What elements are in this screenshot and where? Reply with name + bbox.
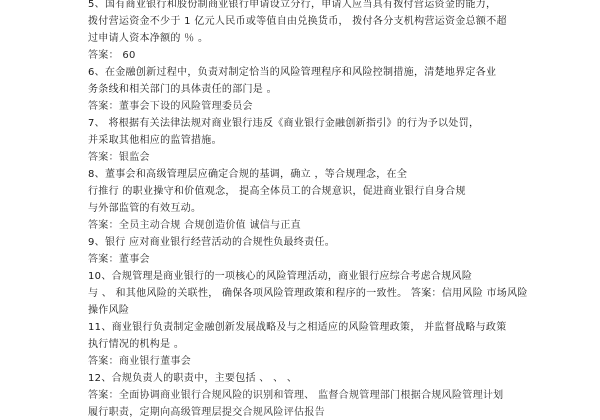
answer-12-line-1: 答案：全面协调商业银行合规风险的识别和管理、 监督合规管理部门根据合规风险管理计划 xyxy=(88,390,504,401)
question-10-line-1: 10、合规管理是商业银行的一项核心的风险管理活动，商业银行应综合考虑合规风险 xyxy=(88,271,473,282)
question-11-line-1: 11、商业银行负责制定金融创新发展战略及与之相适应的风险管理政策， 并监督战略与政策 xyxy=(88,322,507,333)
answer-5: 答案： 60 xyxy=(88,50,136,61)
answer-7: 答案：银监会 xyxy=(88,152,150,163)
question-10-line-2: 与 、 和其他风险的关联性， 确保各项风险管理政策和程序的一致性。 答案：信用风险 市场风险 xyxy=(88,288,528,299)
question-10-line-3: 操作风险 xyxy=(88,305,130,316)
question-12-line-1: 12、合规负责人的职责中，主要包括 、 、 、 xyxy=(88,373,298,384)
question-6-line-1: 6、在金融创新过程中，负责对制定恰当的风险管理程序和风险控制措施，清楚地界定各业 xyxy=(88,67,497,78)
question-5-line-3: 过申请人资本净额的 ％ 。 xyxy=(88,33,209,44)
question-5-line-2: 拨付营运资金不少于 1 亿元人民币或等值自由兑换货币， 拨付各分支机构营运资金总额不超 xyxy=(88,16,507,27)
question-8-line-2: 行推行 的职业操守和价值观念， 提高全体员工的合规意识，促进商业银行自身合规 xyxy=(88,186,466,197)
question-7-line-1: 7、 将根据有关法律法规对商业银行违反《商业银行金融创新指引》的行为予以处罚， xyxy=(88,118,480,129)
question-9-line-1: 9、银行 应对商业银行经营活动的合规性负最终责任。 xyxy=(88,237,336,248)
answer-8: 答案：全员主动合规 合规创造价值 诚信与正直 xyxy=(88,220,301,231)
question-7-line-2: 并采取其他相应的监管措施。 xyxy=(88,135,222,146)
answer-12-line-2: 履行职责，定期向高级管理层提交合规风险评估报告 xyxy=(88,407,325,418)
answer-6: 答案：董事会下设的风险管理委员会 xyxy=(88,101,253,112)
answer-9: 答案：董事会 xyxy=(88,254,150,265)
question-5-line-1: 5、国有商业银行和股份制商业银行申请设立分行，申请人应当具有拨付营运资金的能力， xyxy=(88,0,497,10)
question-8-line-3: 与外部监管的有效互动。 xyxy=(88,203,202,214)
question-11-line-2: 执行情况的机构是 。 xyxy=(88,339,185,350)
answer-11: 答案：商业银行董事会 xyxy=(88,356,191,367)
question-6-line-2: 务条线和相关部门的具体责任的部门是 。 xyxy=(88,84,277,95)
question-8-line-1: 8、董事会和高级管理层应确定合规的基调，确立 ，等合规理念，在全 xyxy=(88,169,408,180)
